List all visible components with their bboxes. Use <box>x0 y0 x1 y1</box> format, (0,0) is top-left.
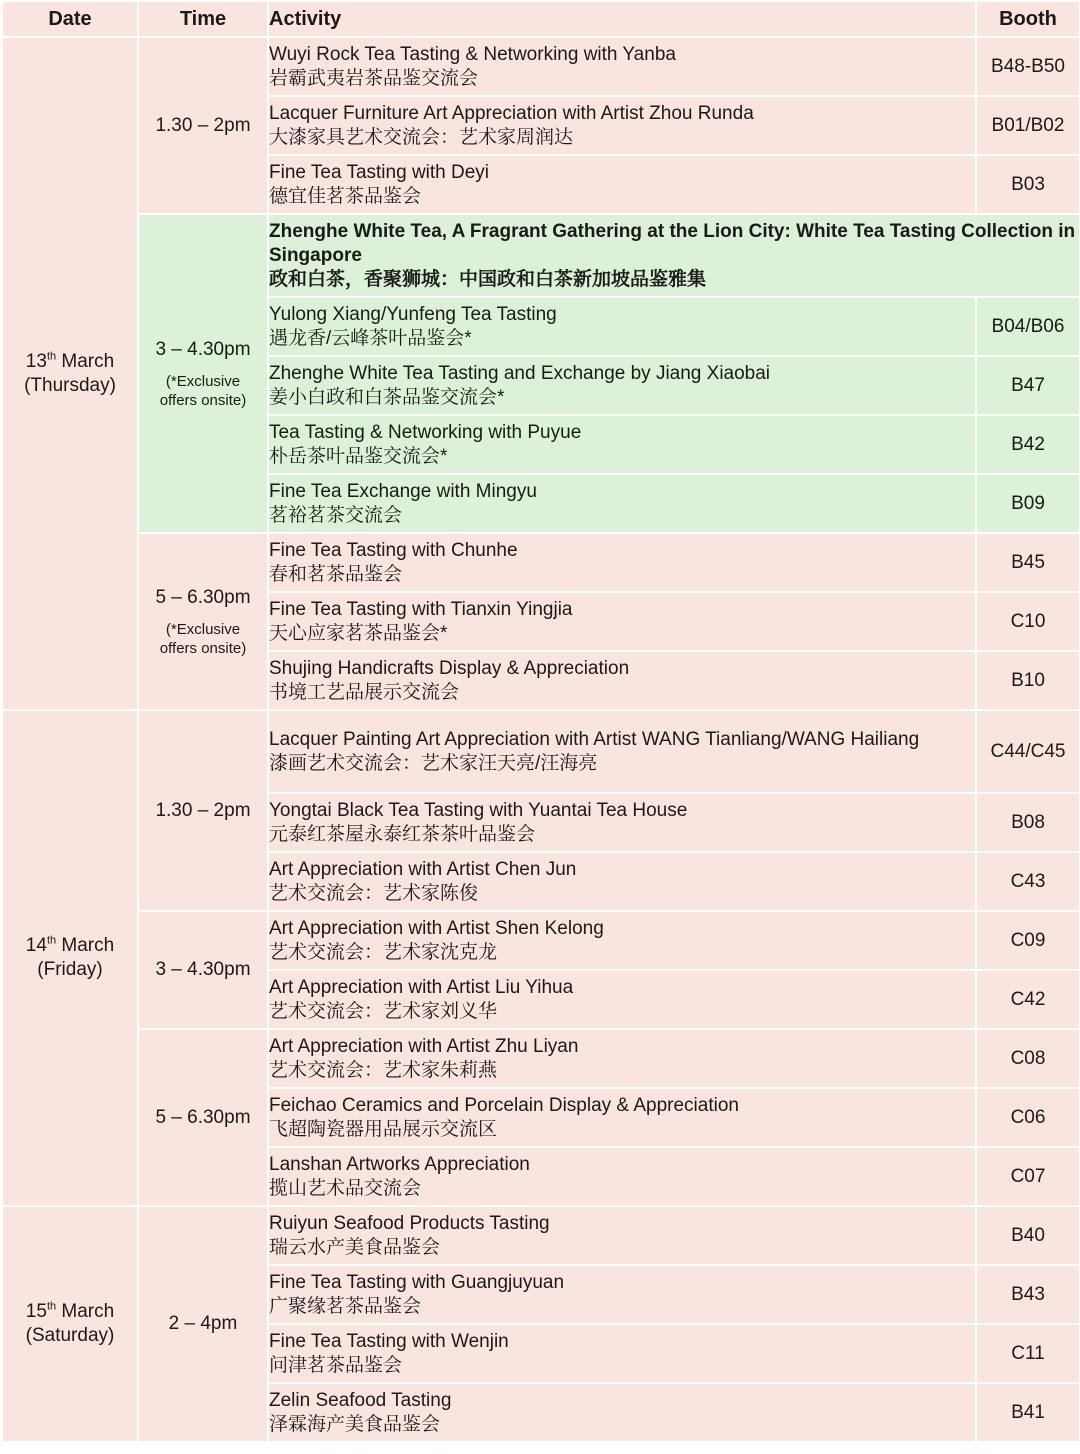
date-cell <box>2 1206 138 1442</box>
date-suffix: th <box>46 350 57 363</box>
booth-cell: B45 <box>976 533 1080 592</box>
booth-cell: C06 <box>976 1088 1080 1147</box>
booth-cell: B48-B50 <box>976 37 1080 96</box>
booth-cell: B01/B02 <box>976 96 1080 155</box>
time-label: 3 – 4.30pm <box>155 338 251 360</box>
activity-cell <box>268 474 976 533</box>
activity-en: Fine Tea Tasting with Guangjuyuan <box>269 1271 565 1293</box>
booth-cell: B04/B06 <box>976 297 1080 356</box>
activity-cell <box>268 1383 976 1442</box>
activity-zh: 揽山艺术品交流会 <box>269 1177 422 1199</box>
booth-cell: B47 <box>976 356 1080 415</box>
time-label: 1.30 – 2pm <box>155 114 251 136</box>
booth-cell: B03 <box>976 155 1080 214</box>
activity-cell <box>268 970 976 1029</box>
time-label: 5 – 6.30pm <box>155 586 251 608</box>
activity-en: Fine Tea Exchange with Mingyu <box>269 480 537 502</box>
booth-cell: B41 <box>976 1383 1080 1442</box>
time-cell <box>138 710 268 911</box>
activity-cell <box>268 297 976 356</box>
time-note: (*Exclusive offers onsite) <box>159 372 247 409</box>
activity-zh: 春和茗茶品鉴会 <box>269 563 403 585</box>
date-cell <box>2 710 138 1206</box>
date-cell <box>2 37 138 710</box>
schedule-table <box>1 0 1080 1443</box>
header-time: Time <box>138 1 268 37</box>
activity-cell <box>268 1206 976 1265</box>
date-month: March <box>61 935 115 956</box>
activity-cell <box>268 710 976 793</box>
activity-en: Feichao Ceramics and Porcelain Display & Appreciation <box>269 1094 739 1116</box>
activity-zh: 天心应家茗茶品鉴会* <box>269 622 448 644</box>
time-cell <box>138 911 268 1029</box>
date-day: 15 <box>25 1301 47 1322</box>
table-row <box>2 214 1080 297</box>
table-row <box>2 911 1080 970</box>
activity-en: Zhenghe White Tea Tasting and Exchange by Jiang Xiaobai <box>269 362 771 384</box>
activity-cell <box>268 592 976 651</box>
date-month: March <box>61 350 115 372</box>
time-label: 1.30 – 2pm <box>155 799 251 821</box>
activity-zh: 漆画艺术交流会：艺术家汪天亮/汪海亮 <box>269 752 598 774</box>
booth-cell: B42 <box>976 415 1080 474</box>
activity-cell <box>268 1029 976 1088</box>
activity-zh: 泽霖海产美食品鉴会 <box>269 1413 441 1435</box>
activity-en: Fine Tea Tasting with Tianxin Yingjia <box>269 598 573 620</box>
activity-en: Fine Tea Tasting with Chunhe <box>269 539 518 561</box>
date-suffix: th <box>46 1300 57 1313</box>
time-note: (*Exclusive offers onsite) <box>159 620 247 657</box>
booth-cell: C07 <box>976 1147 1080 1206</box>
time-label: 5 – 6.30pm <box>155 1106 251 1128</box>
booth-cell: B43 <box>976 1265 1080 1324</box>
activity-cell <box>268 155 976 214</box>
activity-en: Fine Tea Tasting with Wenjin <box>269 1330 509 1352</box>
time-cell <box>138 533 268 710</box>
activity-en: Lacquer Furniture Art Appreciation with Artist Zhou Runda <box>269 102 754 124</box>
activity-cell-feature <box>268 214 1080 297</box>
booth-cell: B10 <box>976 651 1080 710</box>
booth-cell: C44/C45 <box>976 710 1080 793</box>
date-month: March <box>61 1301 115 1322</box>
booth-cell: C08 <box>976 1029 1080 1088</box>
activity-en: Art Appreciation with Artist Liu Yihua <box>269 976 574 998</box>
activity-zh: 艺术交流会：艺术家沈克龙 <box>269 941 498 963</box>
activity-zh: 飞超陶瓷器用品展示交流区 <box>269 1118 498 1140</box>
activity-zh: 艺术交流会：艺术家陈俊 <box>269 882 479 904</box>
activity-zh: 姜小白政和白茶品鉴交流会* <box>269 386 505 408</box>
activity-cell <box>268 1088 976 1147</box>
activity-en: Ruiyun Seafood Products Tasting <box>269 1212 550 1234</box>
header-row <box>2 1 1080 37</box>
date-weekday: (Saturday) <box>25 1325 115 1346</box>
booth-cell: C10 <box>976 592 1080 651</box>
activity-zh: 政和白茶，香聚狮城：中国政和白茶新加坡品鉴雅集 <box>269 268 707 290</box>
activity-cell <box>268 651 976 710</box>
activity-zh: 书境工艺品展示交流会 <box>269 681 460 703</box>
activity-en: Shujing Handicrafts Display & Appreciation <box>269 657 630 679</box>
time-cell <box>138 1029 268 1206</box>
activity-en: Lacquer Painting Art Appreciation with Artist WANG Tianliang/WANG Hailiang <box>269 728 920 750</box>
activity-en: Yulong Xiang/Yunfeng Tea Tasting <box>269 303 557 325</box>
activity-cell <box>268 1147 976 1206</box>
activity-zh: 广聚缘茗茶品鉴会 <box>269 1295 422 1317</box>
date-day: 14 <box>25 935 47 956</box>
activity-en: Zelin Seafood Tasting <box>269 1389 452 1411</box>
activity-cell <box>268 793 976 852</box>
table-row <box>2 1029 1080 1088</box>
booth-cell: C43 <box>976 852 1080 911</box>
activity-cell <box>268 911 976 970</box>
table-row <box>2 1206 1080 1265</box>
activity-en: Wuyi Rock Tea Tasting & Networking with Yanba <box>269 43 676 65</box>
activity-zh: 大漆家具艺术交流会：艺术家周润达 <box>269 126 574 148</box>
table-row <box>2 710 1080 793</box>
table-row <box>2 533 1080 592</box>
activity-en: Tea Tasting & Networking with Puyue <box>269 421 582 443</box>
activity-zh: 艺术交流会：艺术家刘义华 <box>269 1000 498 1022</box>
activity-en: Yongtai Black Tea Tasting with Yuantai Tea House <box>269 799 688 821</box>
activity-en: Zhenghe White Tea, A Fragrant Gathering at the Lion City: White Tea Tasting Collection in Singapore <box>269 220 1076 266</box>
activity-zh: 茗裕茗茶交流会 <box>269 504 403 526</box>
booth-cell: C42 <box>976 970 1080 1029</box>
booth-cell: C11 <box>976 1324 1080 1383</box>
activity-cell <box>268 356 976 415</box>
activity-cell <box>268 533 976 592</box>
activity-zh: 朴岳茶叶品鉴交流会* <box>269 445 448 467</box>
date-day: 13 <box>25 350 47 372</box>
time-cell <box>138 1206 268 1442</box>
activity-zh: 问津茗茶品鉴会 <box>269 1354 403 1376</box>
booth-cell: B08 <box>976 793 1080 852</box>
booth-cell: B09 <box>976 474 1080 533</box>
activity-zh: 元泰红茶屋永泰红茶茶叶品鉴会 <box>269 823 536 845</box>
date-suffix: th <box>46 934 57 947</box>
time-label: 2 – 4pm <box>168 1313 238 1334</box>
header-date: Date <box>2 1 138 37</box>
time-cell <box>138 214 268 533</box>
activity-cell <box>268 1324 976 1383</box>
booth-cell: C09 <box>976 911 1080 970</box>
activity-en: Lanshan Artworks Appreciation <box>269 1153 530 1175</box>
booth-cell: B40 <box>976 1206 1080 1265</box>
activity-zh: 岩霸武夷岩茶品鉴交流会 <box>269 67 479 89</box>
activity-en: Art Appreciation with Artist Chen Jun <box>269 858 577 880</box>
time-cell <box>138 37 268 214</box>
activity-zh: 德宜佳茗茶品鉴会 <box>269 185 422 207</box>
activity-zh: 瑞云水产美食品鉴会 <box>269 1236 441 1258</box>
activity-cell <box>268 852 976 911</box>
activity-en: Fine Tea Tasting with Deyi <box>269 161 490 183</box>
activity-cell <box>268 415 976 474</box>
activity-en: Art Appreciation with Artist Shen Kelong <box>269 917 604 939</box>
activity-zh: 艺术交流会：艺术家朱莉燕 <box>269 1059 498 1081</box>
activity-cell <box>268 96 976 155</box>
table-row <box>2 37 1080 96</box>
date-weekday: (Friday) <box>37 959 103 980</box>
header-booth: Booth <box>976 1 1080 37</box>
activity-cell <box>268 1265 976 1324</box>
activity-en: Art Appreciation with Artist Zhu Liyan <box>269 1035 579 1057</box>
date-weekday: (Thursday) <box>24 374 116 396</box>
activity-cell <box>268 37 976 96</box>
activity-zh: 遇龙香/云峰茶叶品鉴会* <box>269 327 472 349</box>
header-activity: Activity <box>268 1 976 37</box>
time-label: 3 – 4.30pm <box>155 959 251 980</box>
